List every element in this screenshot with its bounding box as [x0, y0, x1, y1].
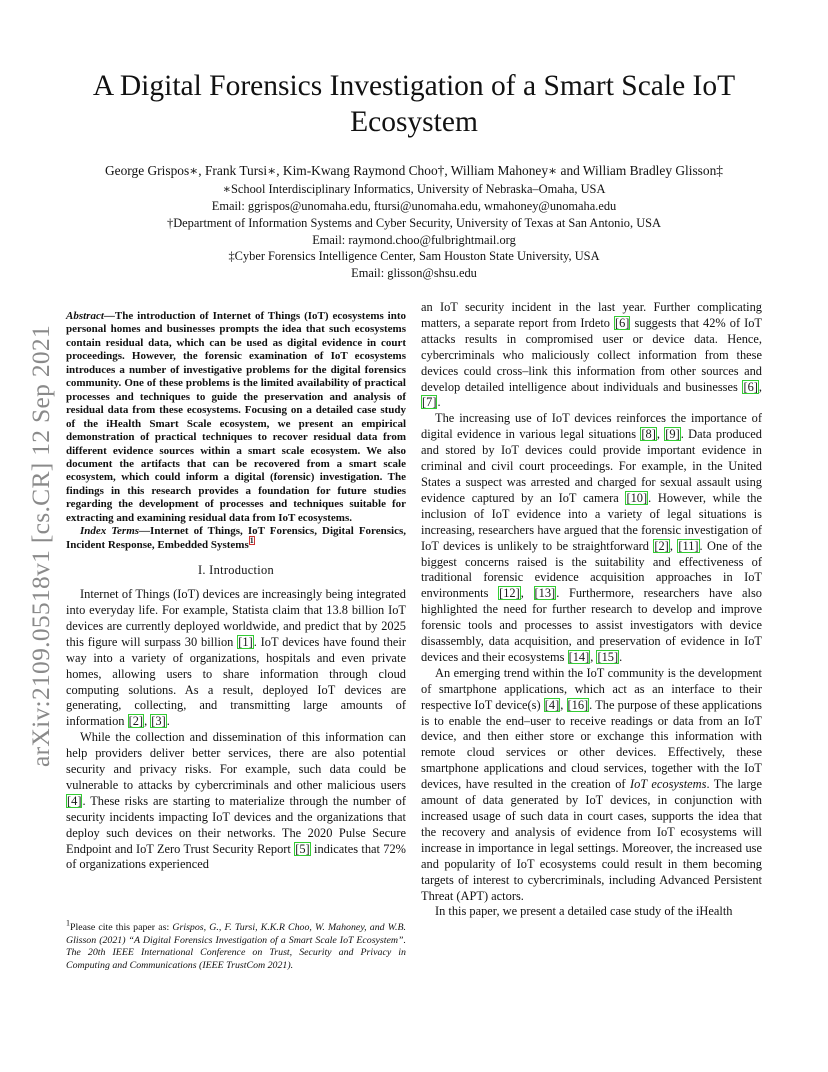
- index-terms-text: —Internet of Things, IoT Forensics, Digital Forensics, Incident Response, Embedded Systems: [66, 525, 406, 551]
- citation-link[interactable]: [6]: [743, 379, 758, 394]
- citation-link[interactable]: [7]: [422, 395, 437, 410]
- left-body: [66, 587, 406, 873]
- right-body: [421, 300, 762, 920]
- left-column: [66, 310, 406, 873]
- citation-link[interactable]: [11]: [678, 538, 699, 553]
- citation-link[interactable]: [16]: [567, 697, 589, 712]
- text-run: . Furthermore, researchers have also highlighted the need for further research to develop and improve forensic tools and processes to assist investigators with device disassembly, data acquisition, and preservation of evidence in IoT devices and their ecosystems: [421, 586, 763, 664]
- arxiv-side-label: arXiv:2109.05518v1 [cs.CR] 12 Sep 2021: [26, 324, 55, 767]
- citation-link[interactable]: [2]: [654, 538, 669, 553]
- text-run: .: [437, 395, 441, 410]
- citation-link[interactable]: [6]: [614, 315, 630, 330]
- citation-link[interactable]: [14]: [568, 649, 590, 664]
- text-run: . Data produced and stored by IoT devices could provide important evidence in criminal and civil court proceedings. For example, in the United States a suspect was arrested and charged for sexual assault using evidence captured by an IoT camera: [421, 427, 762, 505]
- affiliation-2: †Department of Information Systems and Cyber Security, University of Texas at San Antonio, USA: [167, 216, 661, 230]
- footnote-citation: Grispos, G., F. Tursi, K.K.R Choo, W. Mahoney, and W.B. Glisson (2021) “A Digital Forensics Investigation of a Smart Scale IoT Ecosystem”. The 20th IEEE International Conference on Trust, Security and Privacy in Computing and Communications (IEEE TrustCom 2021).: [66, 922, 407, 971]
- footnote-link[interactable]: 1: [249, 536, 254, 546]
- body-paragraph: [421, 411, 762, 666]
- affiliation-3: ‡Cyber Forensics Intelligence Center, Sam Houston State University, USA: [228, 249, 600, 263]
- body-paragraph: [421, 300, 762, 411]
- emphasis: IoT ecosystems: [629, 777, 707, 792]
- footnote: [66, 918, 407, 972]
- text-run: ,: [590, 649, 597, 664]
- text-run: ,: [520, 586, 534, 601]
- body-paragraph: [66, 730, 406, 873]
- email-2: Email: raymond.choo@fulbrightmail.org: [312, 233, 516, 247]
- email-1: Email: ggrispos@unomaha.edu, ftursi@unomaha.edu, wmahoney@unomaha.edu: [211, 199, 617, 213]
- citation-link[interactable]: [4]: [544, 697, 560, 712]
- text-run: . However, while the inclusion of IoT evidence into a variety of legal situations is increasing, researchers have argued that the forensic investigation of IoT devices is unlikely to be straightforward: [421, 490, 762, 553]
- abstract-lead: Abstract: [66, 310, 104, 322]
- footnote-plain: Please cite this paper as:: [70, 922, 173, 933]
- citation-link[interactable]: [10]: [626, 490, 648, 505]
- footnote-mark: 1: [66, 918, 70, 928]
- citation-link[interactable]: [1]: [238, 634, 253, 649]
- text-run: ,: [669, 538, 678, 553]
- section-heading-introduction: I. Introduction: [197, 563, 275, 578]
- citation-link[interactable]: [15]: [597, 649, 619, 664]
- text-run: . One of the biggest concerns raised is the suitability and effectiveness of traditional forensic evidence acquisition approaches in IoT environments: [421, 538, 762, 601]
- citation-link[interactable]: [13]: [534, 586, 556, 601]
- text-run: . IoT devices have found their way into a variety of organizations, hospitals and even private homes, allowing users to share information through cloud computing solutions. As a result, deployed IoT devices are generating, collecting, and transmitting large amounts of information: [66, 634, 406, 729]
- right-column: [421, 300, 762, 920]
- body-paragraph: [66, 587, 406, 730]
- index-terms-lead: Index Terms: [80, 525, 140, 538]
- citation-link[interactable]: [4]: [67, 793, 82, 808]
- citation-link[interactable]: [12]: [499, 586, 520, 601]
- text-run: suggests that 42% of IoT attacks results in compromised user or device data. Hence, cybercriminals who maliciously collect information from these devices could cross–link this information from other sources and develop detailed intelligence about individuals and businesses: [421, 315, 762, 394]
- author-list: George Grispos∗, Frank Tursi∗, Kim-Kwang Raymond Choo†, William Mahoney∗ and William Bradley Glisson‡: [105, 163, 723, 178]
- text-run: . The purpose of these applications is to enable the end–user to receive readings or data from an IoT device, and then either store or exchange this information with remote cloud services or other devices. Effectively, these smartphone applications and cloud services, together with the IoT devices, have resulted in the creation of: [421, 697, 762, 792]
- email-3: Email: glisson@shsu.edu: [351, 266, 477, 280]
- text-run: ,: [758, 379, 762, 394]
- citation-link[interactable]: [8]: [641, 427, 656, 442]
- body-paragraph: [421, 904, 762, 920]
- text-run: ,: [656, 427, 665, 442]
- text-run: .: [619, 649, 623, 664]
- text-run: ,: [144, 714, 151, 729]
- abstract-text: —The introduction of Internet of Things (IoT) ecosystems into personal homes and businesses prompts the idea that such ecosystems contain residual data, which can be used as digital evidence in court proceedings. However, the forensic examination of IoT ecosystems introduces a number of investigative problems for the digital forensics community. One of these problems is the limited availability of practical processes and techniques to guide the preservation and analysis of residual data from these ecosystems. Focusing on a detailed case study of the iHealth Smart Scale ecosystem, we present an empirical demonstration of practical techniques to recover residual data from different evidence sources within a smart scale ecosystem. We also document the artifacts that can be recovered from a smart scale ecosystem, which could inform a digital (forensic) investigation. The findings in this research provides a foundation for future studies regarding the development of processes and techniques suitable for extracting and examining residual data from IoT ecosystems.: [66, 310, 406, 524]
- affiliation-1: ∗School Interdisciplinary Informatics, University of Nebraska–Omaha, USA: [222, 182, 606, 196]
- citation-link[interactable]: [9]: [665, 427, 680, 442]
- text-run: Internet of Things (IoT) devices are increasingly being integrated into everyday life. For example, Statista claim that 13.8 billion IoT devices are currently deployed worldwide, and predict that by 2025 this figure will surpass 30 billion: [66, 587, 406, 649]
- text-run: .: [166, 714, 170, 729]
- text-run: While the collection and dissemination of this information can help providers deliver better services, there are also potential security and privacy risks. For example, such data could be vulnerable to attacks by cybercriminals and other malicious users: [66, 730, 406, 792]
- index-terms: [66, 525, 406, 552]
- text-run: In this paper, we present a detailed case study of the iHealth: [435, 904, 733, 919]
- text-run: indicates that 72% of organizations experienced: [66, 841, 406, 872]
- citation-link[interactable]: [2]: [128, 714, 144, 729]
- text-run: The increasing use of IoT devices reinforces the importance of digital evidence in various legal situations: [421, 411, 762, 442]
- abstract: [66, 310, 406, 525]
- text-run: An emerging trend within the IoT community is the development of smartphone applications, which act as an interface to their respective IoT device(s): [421, 665, 762, 712]
- citation-link[interactable]: [3]: [151, 714, 166, 729]
- text-run: . The large amount of data generated by IoT devices, in conjunction with increased usage of such data in court cases, supports the idea that the recovery and analysis of evidence from IoT ecosystems will increase in importance in legal settings. Moreover, the increased use and popularity of IoT ecosystems could result in them becoming targets of interest to cybercriminals, including Advanced Persistent Threat (APT) actors.: [421, 777, 762, 903]
- text-run: ,: [560, 697, 567, 712]
- text-run: an IoT security incident in the last year. Further complicating matters, a separate report from Irdeto: [421, 300, 762, 330]
- text-run: . These risks are starting to materialize through the number of security incidents impacting IoT devices and the organizations that deploy such devices on their networks. The 2020 Pulse Secure Endpoint and IoT Zero Trust Security Report: [66, 793, 406, 856]
- citation-link[interactable]: [5]: [295, 841, 310, 856]
- body-paragraph: [421, 666, 762, 905]
- paper-title: A Digital Forensics Investigation of a Smart Scale IoT Ecosystem: [92, 70, 736, 138]
